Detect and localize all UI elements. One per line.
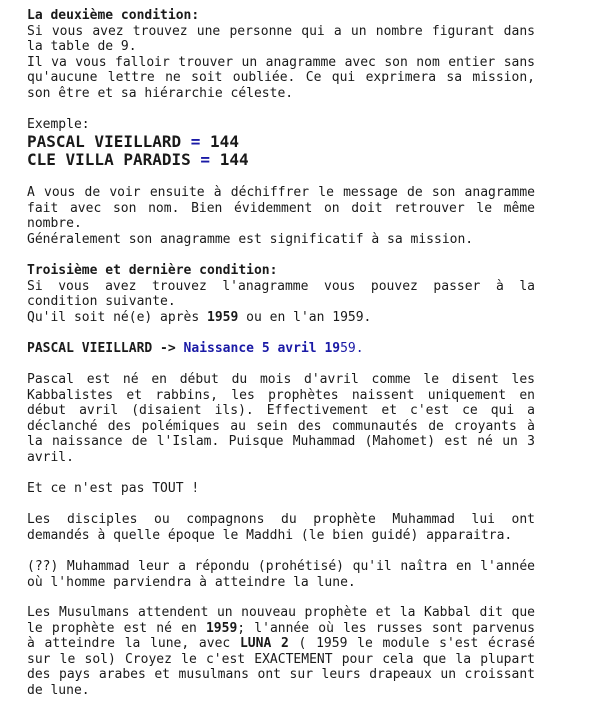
disciples-text: Les disciples ou compagnons du prophète Muhammad lui ont demandés à quelle époque le Maddhi (le bien guidé) apparaitra. <box>27 512 543 543</box>
muslims-text-c: ( 1959 le module s'est écrasé sur le sol) Croyez le c'est EXACTEMENT pour cela que la plupart des pays arabes et musulmans ont sur leurs drapeaux un croissant de lune. <box>27 636 543 698</box>
not-all-text: Et ce n'est pas TOUT ! <box>27 481 200 496</box>
condition-2-text-1: Si vous avez trouvez une personne qui a un nombre figurant dans la table de 9. <box>27 23 543 55</box>
muslims-paragraph <box>27 605 543 699</box>
condition-3-text-2a: Qu'il soit né(e) après <box>27 309 208 325</box>
example-value-1: 144 <box>210 131 239 151</box>
example-name-2: CLE VILLA PARADIS <box>27 149 191 169</box>
condition-2-section <box>27 8 543 102</box>
birth-line <box>27 341 535 357</box>
example-line-2 <box>27 151 535 169</box>
example-label: Exemple: <box>27 117 90 132</box>
example-section <box>27 117 535 169</box>
birth-date: 5 avril <box>254 341 325 356</box>
answer-text: (??) Muhammad leur a répondu (prohétisé) qu'il naîtra en l'année où l'homme parviendra à atteindre la lune. <box>27 559 543 590</box>
example-equals-2: = <box>200 149 211 169</box>
muslims-text-a: Les Musulmans attendent un nouveau prophète et la Kabbal dit que le prophète est né en <box>27 605 543 636</box>
not-all-line <box>27 481 535 497</box>
condition-3-text-2b: ou en l'an 1959. <box>238 309 372 325</box>
condition-2-title: La deuxième condition: <box>27 8 200 23</box>
condition-3-title: Troisième et dernière condition: <box>27 263 278 278</box>
birth-word: Naissance <box>183 341 254 356</box>
example-line-1 <box>27 133 535 151</box>
birth-line-text <box>27 341 535 357</box>
condition-3-text-1: Si vous avez trouvez l'anagramme vous pouvez passer à la condition suivante. <box>27 278 543 310</box>
condition-3-text-2 <box>27 310 535 326</box>
answer-paragraph <box>27 559 543 590</box>
example-equals-1: = <box>190 131 201 151</box>
condition-3-year: 1959 <box>207 309 239 325</box>
anagram-note-section <box>27 185 543 247</box>
birth-paragraph-text: Pascal est né en début du mois d'avril comme le disent les Kabbalistes et rabbins, les prophètes naissent uniquement en début avril (disaient ils). Effectivement et c'est ce qui a déclanché des polémiques au sein des communautés de croyants à la naissance de l'Islam. Puisque Muhammad (Mahomet) est né un 3 avril. <box>27 372 543 465</box>
birth-year-a: 19 <box>324 341 341 356</box>
anagram-note-text-2: Généralement son anagramme est significatif à sa mission. <box>27 231 474 247</box>
birth-year-b: 59. <box>340 341 364 356</box>
muslims-luna: LUNA 2 <box>239 636 289 652</box>
birth-paragraph <box>27 372 543 466</box>
disciples-paragraph <box>27 512 543 543</box>
birth-arrow: -> <box>152 341 184 356</box>
condition-3-section <box>27 263 543 325</box>
muslims-text-b: ; l'année où les russes sont parvenus à atteindre la lune, avec <box>27 620 543 652</box>
example-name-1: PASCAL VIEILLARD <box>27 131 182 151</box>
birth-name: PASCAL VIEILLARD <box>27 341 153 356</box>
anagram-note-text-1: A vous de voir ensuite à déchiffrer le message de son anagramme fait avec son nom. Bien évidemment on doit retrouver le même nombre. <box>27 185 543 232</box>
muslims-year: 1959 <box>205 620 238 636</box>
condition-2-text-2: Il va vous falloir trouver un anagramme avec son nom entier sans qu'aucune lettre ne soit oubliée. Ce qui exprimera sa mission, son être et sa hiérarchie céleste. <box>27 54 543 101</box>
example-value-2: 144 <box>219 149 249 169</box>
muslims-text <box>27 605 543 699</box>
